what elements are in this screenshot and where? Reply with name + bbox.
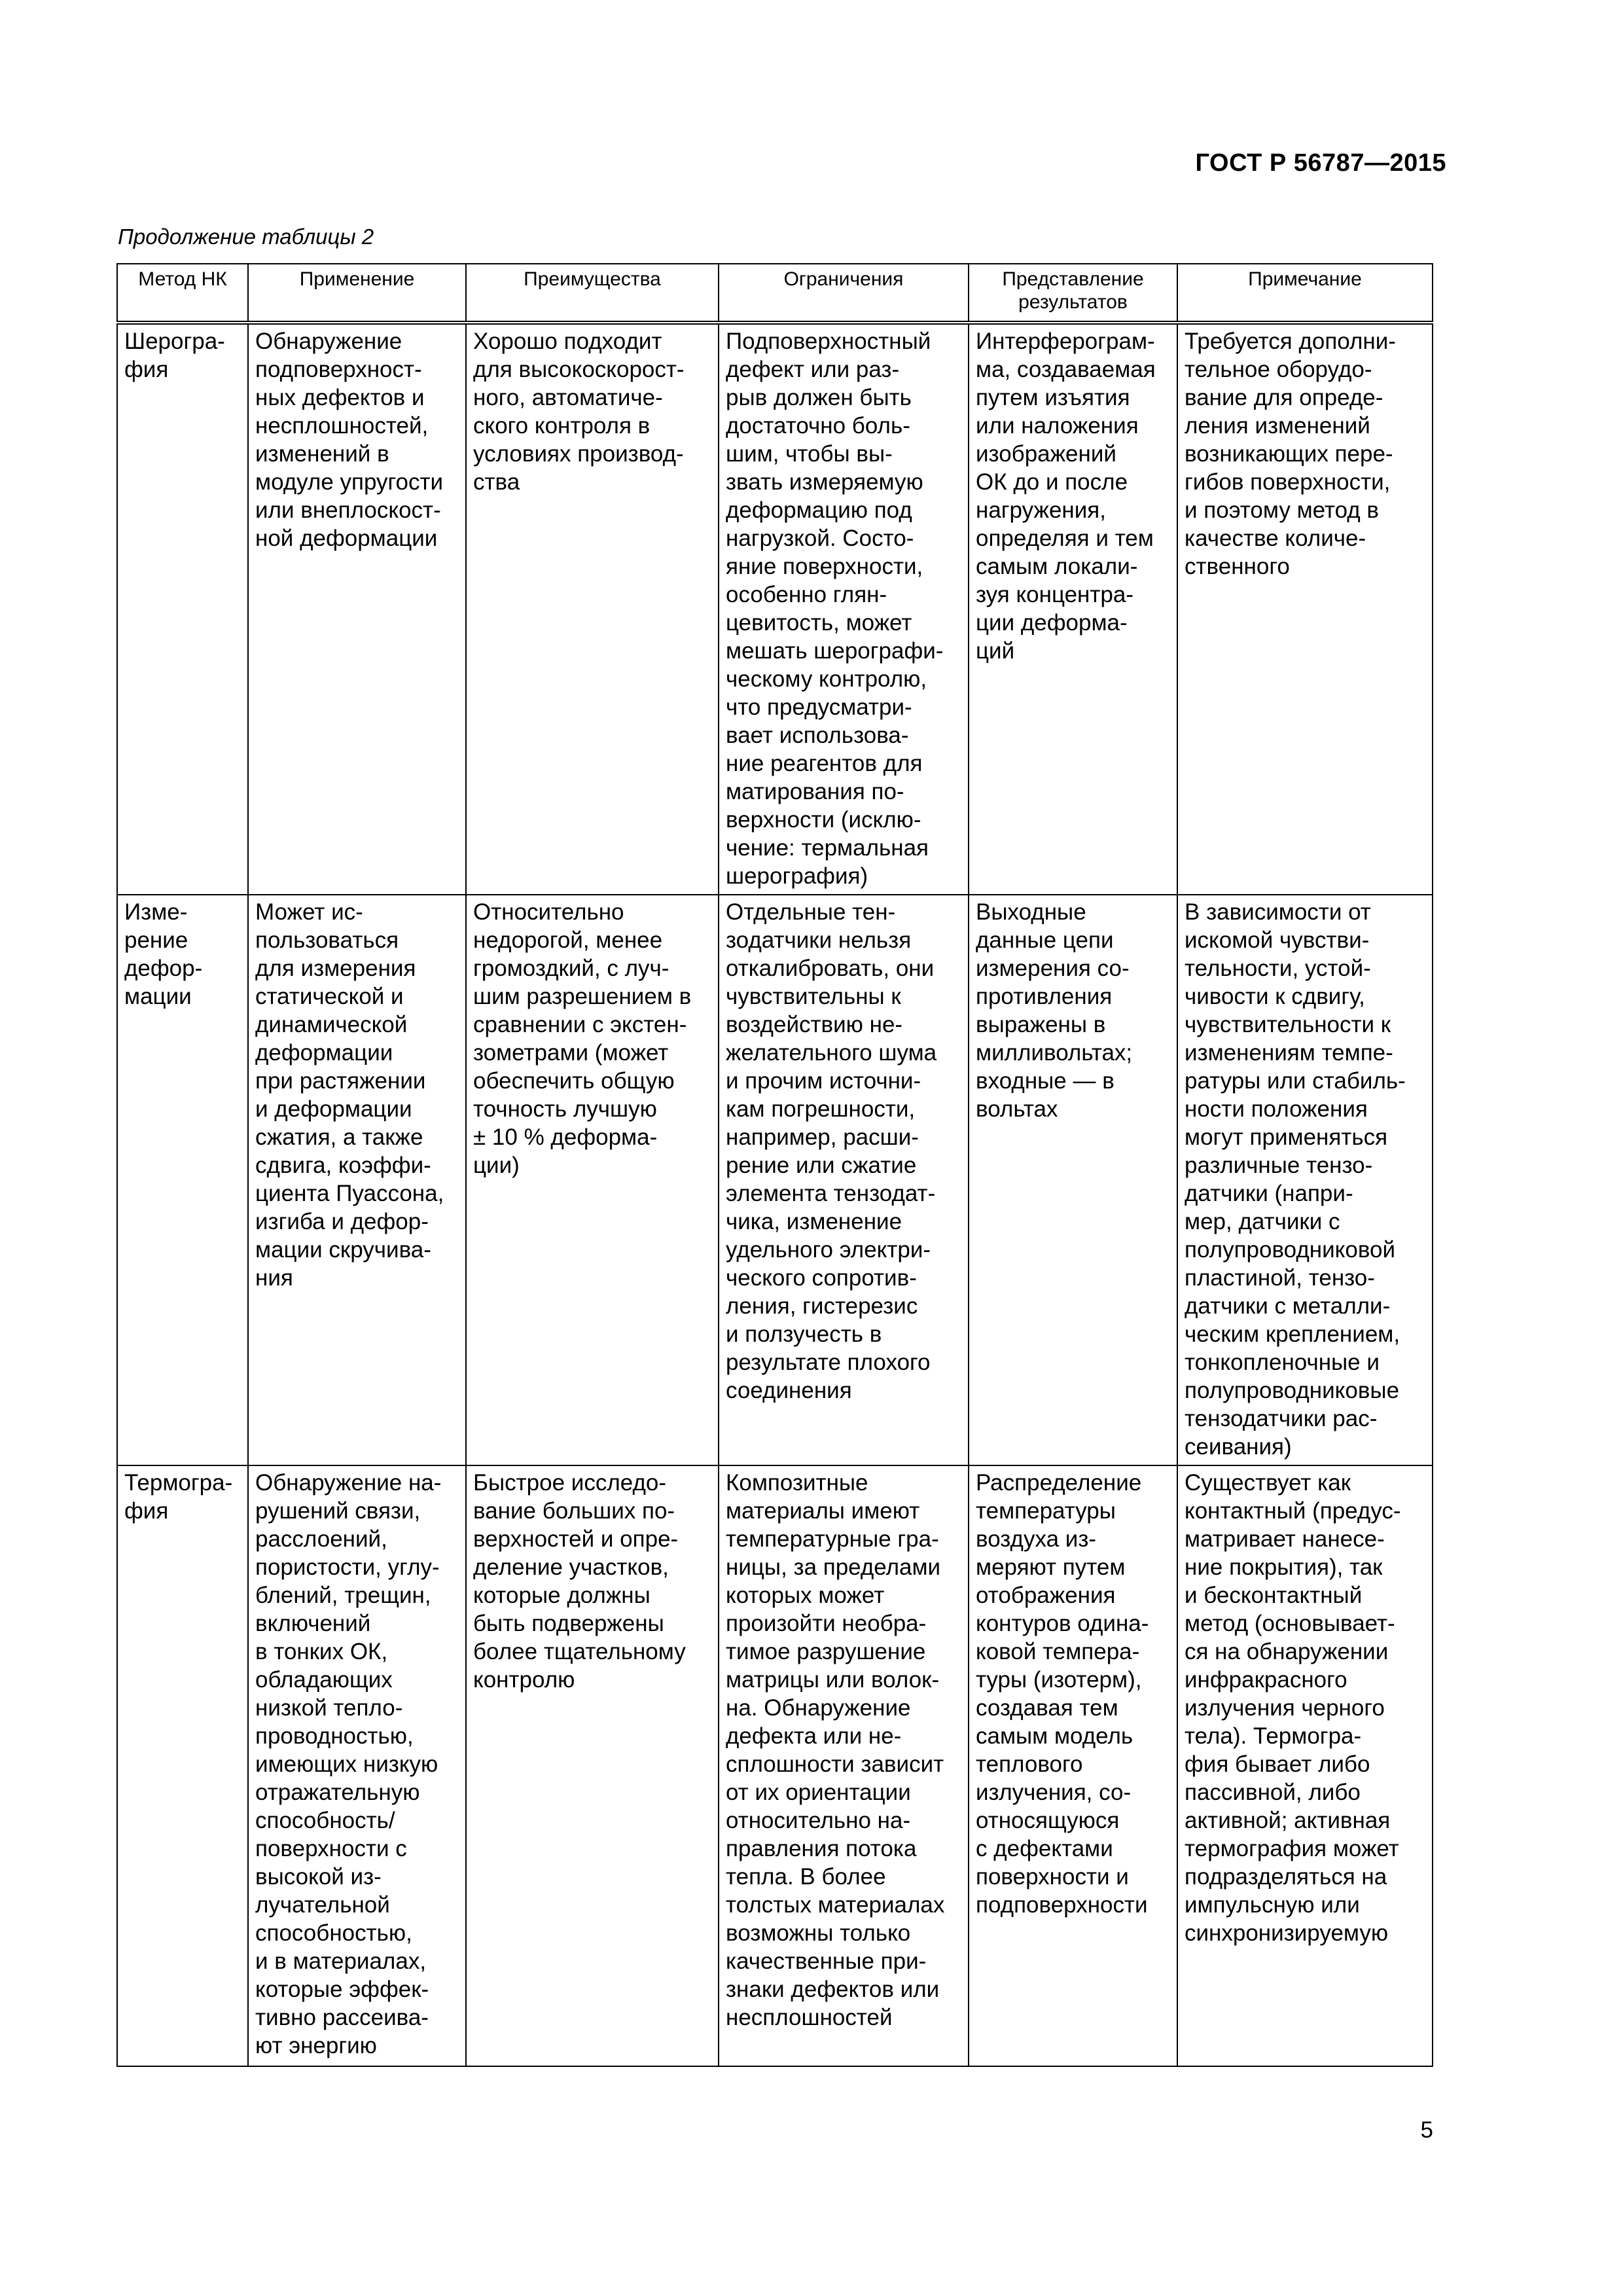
cell-application: Может ис- пользоваться для измерения статической и динамической деформации при растяжении и деформации сжатия, а также сдвига, коэффи- циента Пуассона, изгиба и дефор- мации скручива- ния [248, 895, 466, 1465]
column-header-limitations: Ограничения [719, 264, 969, 323]
column-header-application: Применение [248, 264, 466, 323]
column-header-results: Представление результатов [969, 264, 1177, 323]
cell-limitations: Отдельные тен- зодатчики нельзя откалибровать, они чувствительны к воздействию не- желательного шума и прочим источни- кам погрешности, например, расши- рение или сжатие элемента тензодат- чика, изменение удельного электри- ческого сопротив- ления, гистерезис и ползучесть в результате плохого соединения [719, 895, 969, 1465]
table-row [117, 1465, 1433, 2066]
column-header-advantages: Преимущества [466, 264, 719, 323]
methods-table [116, 263, 1433, 2067]
column-header-notes: Примечание [1177, 264, 1433, 323]
cell-method: Изме- рение дефор- мации [117, 895, 248, 1465]
cell-notes: Существует как контактный (предус- матривает нанесе- ние покрытия), так и бесконтактный метод (основывает- ся на обнаружении инфракрасного излучения черного тела). Термогра- фия бывает либо пассивной, либо активной; активная термография может подразделяться на импульсную или синхронизируемую [1177, 1465, 1433, 2066]
cell-limitations: Подповерхностный дефект или раз- рыв должен быть достаточно боль- шим, чтобы вы- звать измеряемую деформацию под нагрузкой. Состо- яние поверхности, особенно глян- цевитость, может мешать шерографи- ческому контролю, что предусматри- вает использова- ние реагентов для матирования по- верхности (исклю- чение: термальная шерография) [719, 323, 969, 895]
cell-method: Шерогра- фия [117, 323, 248, 895]
cell-advantages: Быстрое исследо- вание больших по- верхностей и опре- деление участков, которые должны быть подвержены более тщательному контролю [466, 1465, 719, 2066]
cell-notes: В зависимости от искомой чувстви- тельности, устой- чивости к сдвигу, чувствительности к изменениям темпе- ратуры или стабиль- ности положения могут применяться различные тензо- датчики (напри- мер, датчики с полупроводниковой пластиной, тензо- датчики с металли- ческим креплением, тонкопленочные и полупроводниковые тензодатчики рас- сеивания) [1177, 895, 1433, 1465]
table-header-row [117, 264, 1433, 323]
cell-results: Выходные данные цепи измерения со- противления выражены в милливольтах; входные — в вольтах [969, 895, 1177, 1465]
document-code: ГОСТ Р 56787—2015 [1195, 149, 1446, 177]
column-header-method: Метод НК [117, 264, 248, 323]
table-row [117, 323, 1433, 895]
cell-results: Интерферограм- ма, создаваемая путем изъятия или наложения изображений ОК до и после нагружения, определяя и тем самым локали- зуя концентра- ции деформа- ций [969, 323, 1177, 895]
cell-method: Термогра- фия [117, 1465, 248, 2066]
cell-limitations: Композитные материалы имеют температурные гра- ницы, за пределами которых может произойти необра- тимое разрушение матрицы или волок- на. Обнаружение дефекта или не- сплошности зависит от их ориентации относительно на- правления потока тепла. В более толстых материалах возможны только качественные при- знаки дефектов или несплошностей [719, 1465, 969, 2066]
table-row [117, 895, 1433, 1465]
cell-notes: Требуется дополни- тельное оборудо- вание для опреде- ления изменений возникающих пере- гибов поверхности, и поэтому метод в качестве количе- ственного [1177, 323, 1433, 895]
cell-results: Распределение температуры воздуха из- меряют путем отображения контуров одина- ковой темпера- туры (изотерм), создавая тем самым модель теплового излучения, со- относящуюся с дефектами поверхности и подповерхности [969, 1465, 1177, 2066]
page-number: 5 [1420, 2117, 1433, 2143]
cell-application: Обнаружение подповерхност- ных дефектов и несплошностей, изменений в модуле упругости или внеплоскост- ной деформации [248, 323, 466, 895]
table-caption: Продолжение таблицы 2 [118, 224, 374, 249]
cell-advantages: Относительно недорогой, менее громоздкий, с луч- шим разрешением в сравнении с экстен- зометрами (может обеспечить общую точность лучшую ± 10 % деформа- ции) [466, 895, 719, 1465]
cell-application: Обнаружение на- рушений связи, расслоений, пористости, углу- блений, трещин, включений в тонких ОК, обладающих низкой тепло- проводностью, имеющих низкую отражательную способность/ поверхности с высокой из- лучательной способностью, и в материалах, которые эффек- тивно рассеива- ют энергию [248, 1465, 466, 2066]
cell-advantages: Хорошо подходит для высокоскорост- ного, автоматиче- ского контроля в условиях производ- ства [466, 323, 719, 895]
